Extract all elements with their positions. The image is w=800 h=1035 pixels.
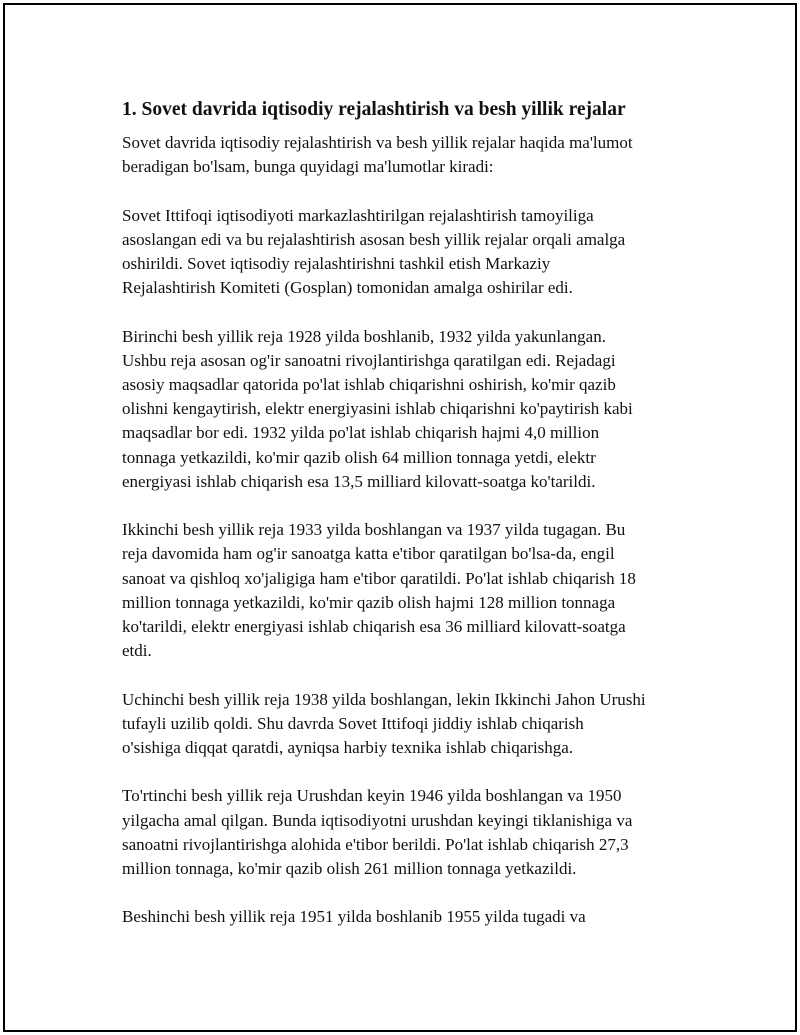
document-body [122, 97, 702, 954]
text-line: Ikkinchi besh yillik reja 1933 yilda boshlangan va 1937 yilda tugagan. Bu [122, 520, 626, 540]
text-line: beradigan bo'lsam, bunga quyidagi ma'lumotlar kiradi: [122, 157, 494, 177]
text-line: asoslangan edi va bu rejalashtirish asosan besh yillik rejalar orqali amalga [122, 229, 626, 249]
text-line: million tonnaga, ko'mir qazib olish 261 million tonnaga yetkazildi. [122, 859, 577, 879]
text-line: tufayli uzilib qoldi. Shu davrda Sovet Ittifoqi jiddiy ishlab chiqarish [122, 713, 584, 733]
text-line: tonnaga yetkazildi, ko'mir qazib olish 64 million tonnaga yetdi, elektr [122, 447, 596, 467]
text-line: million tonnaga yetkazildi, ko'mir qazib olish hajmi 128 million tonnaga [122, 592, 616, 612]
text-line: oshirildi. Sovet iqtisodiy rejalashtirishni tashkil etish Markaziy [122, 254, 551, 273]
paragraph-intro [122, 131, 702, 179]
paragraph-fourth-plan [122, 784, 702, 881]
paragraph-fifth-plan [122, 905, 702, 929]
paragraph-overview [122, 204, 702, 301]
text-line: asosiy maqsadlar qatorida po'lat ishlab chiqarishni oshirish, ko'mir qazib [122, 375, 616, 394]
text-line: Beshinchi besh yillik reja 1951 yilda boshlanib 1955 yilda tugadi va [122, 907, 586, 927]
text-line: Rejalashtirish Komiteti (Gosplan) tomonidan amalga oshirilar edi. [122, 278, 573, 298]
text-line: Birinchi besh yillik reja 1928 yilda boshlanib, 1932 yilda yakunlangan. [122, 326, 606, 346]
text-line: o'sishiga diqqat qaratdi, ayniqsa harbiy texnika ishlab chiqarishga. [122, 738, 574, 758]
text-line: sanoatni rivojlantirishga alohida e'tibor berildi. Po'lat ishlab chiqarish 27,3 [122, 834, 629, 854]
section-heading: 1. Sovet davrida iqtisodiy rejalashtirish va besh yillik rejalar [122, 99, 626, 120]
paragraph-first-plan [122, 325, 702, 494]
text-line: Uchinchi besh yillik reja 1938 yilda boshlangan, lekin Ikkinchi Jahon Urushi [122, 689, 646, 709]
text-line: reja davomida ham og'ir sanoatga katta e'tibor qaratilgan bo'lsa-da, engil [122, 544, 615, 564]
text-line: olishni kengaytirish, elektr energiyasini ishlab chiqarishni ko'paytirish kabi [122, 399, 633, 419]
text-line: Sovet Ittifoqi iqtisodiyoti markazlashtirilgan rejalashtirish tamoyiliga [122, 205, 594, 225]
paragraph-second-plan [122, 518, 702, 663]
text-line: etdi. [122, 641, 152, 661]
text-line: ko'tarildi, elektr energiyasi ishlab chiqarish esa 36 milliard kilovatt-soatga [122, 617, 626, 637]
text-line: To'rtinchi besh yillik reja Urushdan keyin 1946 yilda boshlangan va 1950 [122, 786, 622, 806]
text-line: yilgacha amal qilgan. Bunda iqtisodiyotni urushdan keyingi tiklanishiga va [122, 810, 633, 830]
text-line: Ushbu reja asosan og'ir sanoatni rivojlantirishga qaratilgan edi. Rejadagi [122, 350, 616, 370]
text-line: energiyasi ishlab chiqarish esa 13,5 milliard kilovatt-soatga ko'tarildi. [122, 471, 596, 491]
text-line: sanoat va qishloq xo'jaligiga ham e'tibor qaratildi. Po'lat ishlab chiqarish 18 [122, 568, 636, 588]
paragraph-third-plan [122, 688, 702, 761]
text-line: maqsadlar bor edi. 1932 yilda po'lat ishlab chiqarish hajmi 4,0 million [122, 423, 600, 443]
page-frame [3, 3, 797, 1032]
text-line: Sovet davrida iqtisodiy rejalashtirish va besh yillik rejalar haqida ma'lumot [122, 133, 633, 152]
